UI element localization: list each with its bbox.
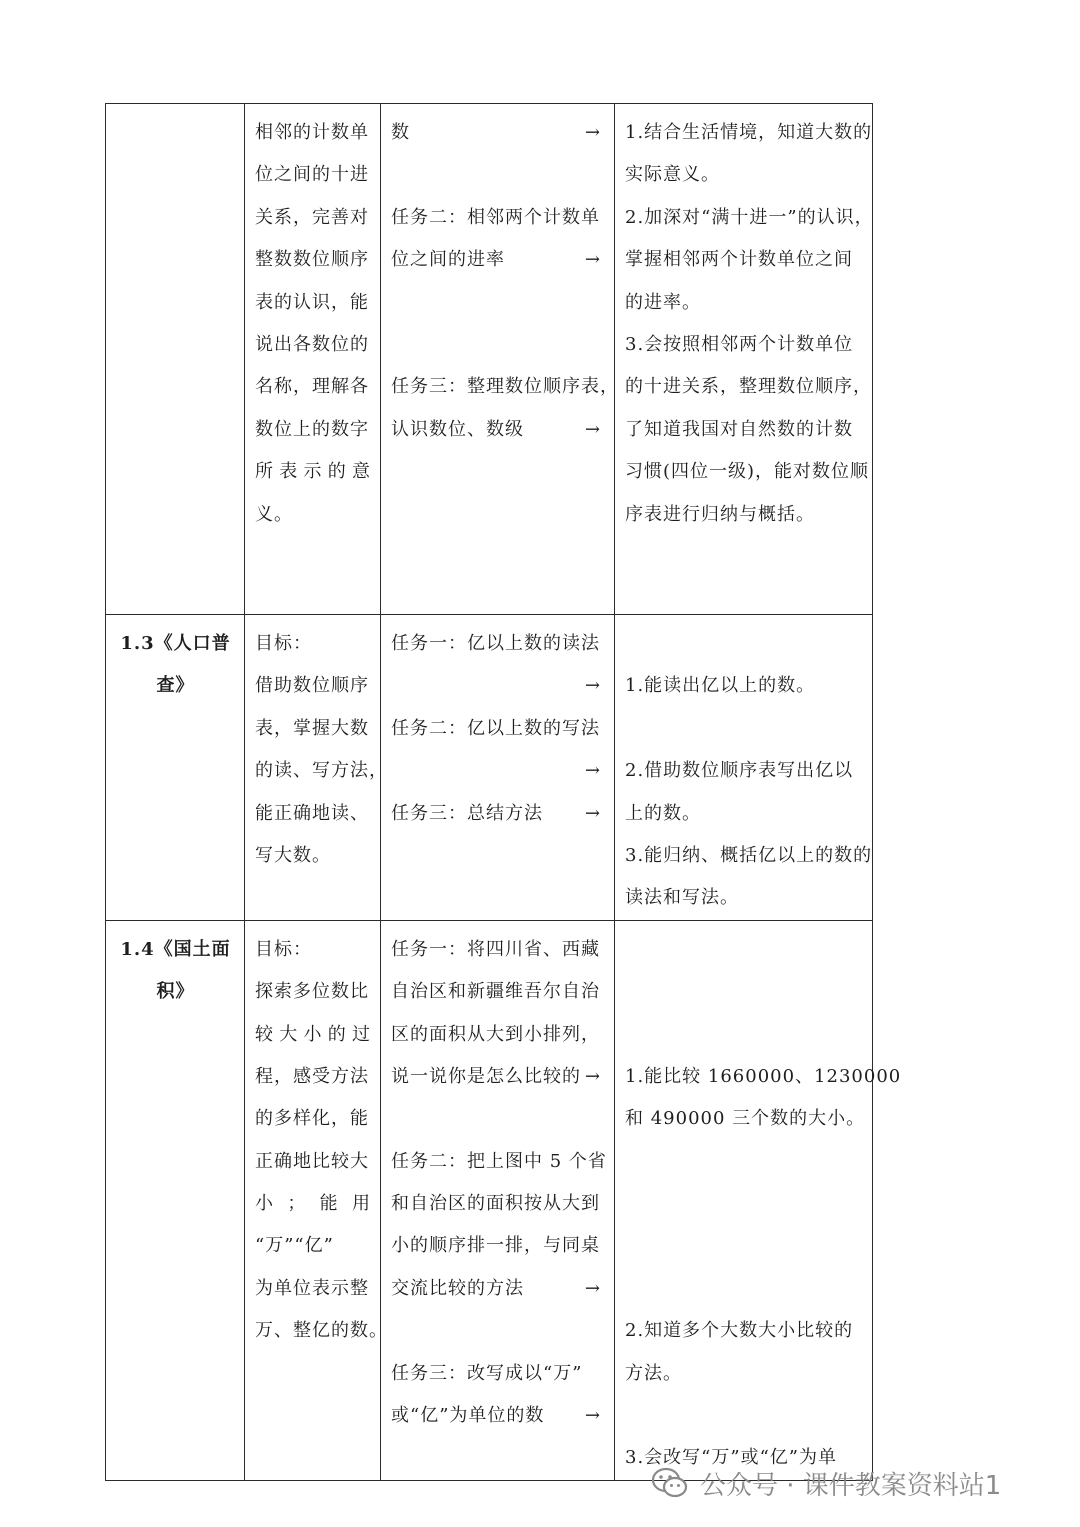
arrow-icon: → <box>584 1405 601 1427</box>
arrow-icon: → <box>584 1277 601 1299</box>
evaluation-cell <box>615 920 902 1480</box>
eval-line: 1.能读出亿以上的数。 <box>625 675 816 697</box>
goal-line: 万、整亿的数。 <box>255 1320 388 1342</box>
task-text: 任务二：相邻两个计数单 <box>391 206 600 228</box>
task-line: 任务二：把上图中 5 个省 <box>391 1150 607 1172</box>
goal-line: 数位上的数字 <box>255 418 369 440</box>
task-text: 数 <box>391 122 410 143</box>
goal-line: 义。 <box>255 503 293 525</box>
task-line <box>391 1056 605 1098</box>
eval-line: 和 490000 三个数的大小。 <box>625 1108 866 1130</box>
task-cell <box>381 104 619 615</box>
goal-line: 小；能用 <box>255 1193 371 1215</box>
task-line <box>391 793 605 835</box>
goal-line: 表，掌握大数 <box>255 717 369 739</box>
task-line: 任务一：亿以上数的读法 <box>391 633 600 654</box>
goal-cell <box>245 104 381 615</box>
goal-line: 能正确地读、 <box>255 802 369 824</box>
wechat-icon <box>650 1463 690 1503</box>
arrow-icon: → <box>584 122 601 143</box>
task-line <box>391 197 605 239</box>
task-line <box>391 112 605 154</box>
lesson-cell: 1.4《国土面积》 <box>106 920 245 1480</box>
goal-line: 的多样化，能 <box>255 1108 369 1130</box>
lesson-cell: 1.3《人口普查》 <box>106 615 245 921</box>
task-line: 和自治区的面积按从大到 <box>391 1193 600 1215</box>
task-cell <box>381 615 615 921</box>
arrow-icon: → <box>584 418 601 440</box>
eval-line: 1.结合生活情境，知道大数的 <box>625 122 873 143</box>
task-text: 交流比较的方法 <box>391 1277 524 1299</box>
task-line <box>391 239 605 281</box>
goal-line: 所表示的意 <box>255 461 371 483</box>
task-line: 任务三：改写成以“万” <box>391 1362 583 1384</box>
table-row <box>106 920 873 1480</box>
goal-line: 位之间的十进 <box>255 164 369 186</box>
goal-line: 的读、写方法， <box>255 760 388 782</box>
evaluation-cell <box>615 104 873 615</box>
eval-line: 2.知道多个大数大小比较的 <box>625 1320 854 1342</box>
task-cell <box>381 920 615 1480</box>
goal-line: 相邻的计数单 <box>255 122 369 143</box>
goal-line: 目标： <box>255 633 312 654</box>
eval-line: 3.能归纳、概括亿以上的数的 <box>625 844 873 866</box>
goal-line: 整数数位顺序 <box>255 249 369 271</box>
goal-cell <box>245 920 388 1480</box>
task-line: 自治区和新疆维吾尔自治 <box>391 981 600 1003</box>
table-row <box>106 615 873 921</box>
goal-line: 正确地比较大 <box>255 1150 369 1172</box>
eval-line: 2.加深对“满十进一”的认识， <box>625 206 874 228</box>
table-row <box>106 104 873 615</box>
arrow-icon: → <box>584 802 601 824</box>
task-line: 任务二：亿以上数的写法 <box>391 717 600 739</box>
task-text: 或“亿”为单位的数 <box>391 1405 545 1427</box>
task-text: 任务三：总结方法 <box>391 802 543 824</box>
task-line <box>391 409 605 451</box>
goal-line: “万”“亿” <box>255 1235 334 1257</box>
task-line <box>391 1395 605 1437</box>
goal-line: 表的认识，能 <box>255 291 369 313</box>
goal-line: 为单位表示整 <box>255 1277 369 1299</box>
task-line <box>391 366 619 408</box>
task-line <box>391 1268 605 1310</box>
lesson-plan-table <box>105 103 902 1481</box>
eval-line: 3.会改写“万”或“亿”为单 <box>625 1447 837 1469</box>
eval-line: 习惯(四位一级)，能对数位顺 <box>625 461 870 483</box>
goal-line: 说出各数位的 <box>255 333 369 355</box>
task-text: 位之间的进率 <box>391 249 505 271</box>
eval-line: 读法和写法。 <box>625 887 739 909</box>
eval-line: 了知道我国对自然数的计数 <box>625 418 853 440</box>
eval-line: 方法。 <box>625 1362 682 1384</box>
eval-line: 2.借助数位顺序表写出亿以 <box>625 760 854 782</box>
task-line: 任务一：将四川省、西藏 <box>391 938 600 960</box>
eval-line: 的十进关系，整理数位顺序， <box>625 376 872 398</box>
goal-line: 程，感受方法 <box>255 1065 369 1087</box>
goal-line: 写大数。 <box>255 844 331 866</box>
goal-line: 探索多位数比 <box>255 981 369 1003</box>
arrow-icon: → <box>584 675 601 697</box>
goal-line: 借助数位顺序 <box>255 675 369 697</box>
goal-line: 关系，完善对 <box>255 206 369 228</box>
evaluation-cell <box>615 615 873 921</box>
eval-line: 掌握相邻两个计数单位之间 <box>625 249 853 271</box>
goal-line: 名称，理解各 <box>255 376 369 398</box>
eval-line: 1.能比较 1660000、1230000 <box>625 1065 902 1087</box>
arrow-icon: → <box>584 1065 601 1087</box>
goal-cell <box>245 615 388 921</box>
task-line: 区的面积从大到小排列， <box>391 1023 600 1045</box>
task-text: 任务三：整理数位顺序表， <box>391 376 619 398</box>
arrow-icon: → <box>584 249 601 271</box>
eval-line: 实际意义。 <box>625 164 720 186</box>
task-text: 认识数位、数级 <box>391 418 524 440</box>
arrow-icon: → <box>584 760 601 782</box>
watermark <box>650 1458 1001 1508</box>
eval-line: 上的数。 <box>625 802 701 824</box>
eval-line: 3.会按照相邻两个计数单位 <box>625 333 854 355</box>
lesson-cell <box>106 104 245 615</box>
task-line: 小的顺序排一排，与同桌 <box>391 1235 600 1257</box>
watermark-text: 公众号 · 课件教案资料站1 <box>700 1470 1002 1501</box>
eval-line: 的进率。 <box>625 291 701 313</box>
task-text: 说一说你是怎么比较的 <box>391 1065 581 1087</box>
eval-line: 序表进行归纳与概括。 <box>625 503 815 525</box>
goal-line: 目标： <box>255 938 312 960</box>
goal-line: 较大小的过 <box>255 1023 371 1045</box>
